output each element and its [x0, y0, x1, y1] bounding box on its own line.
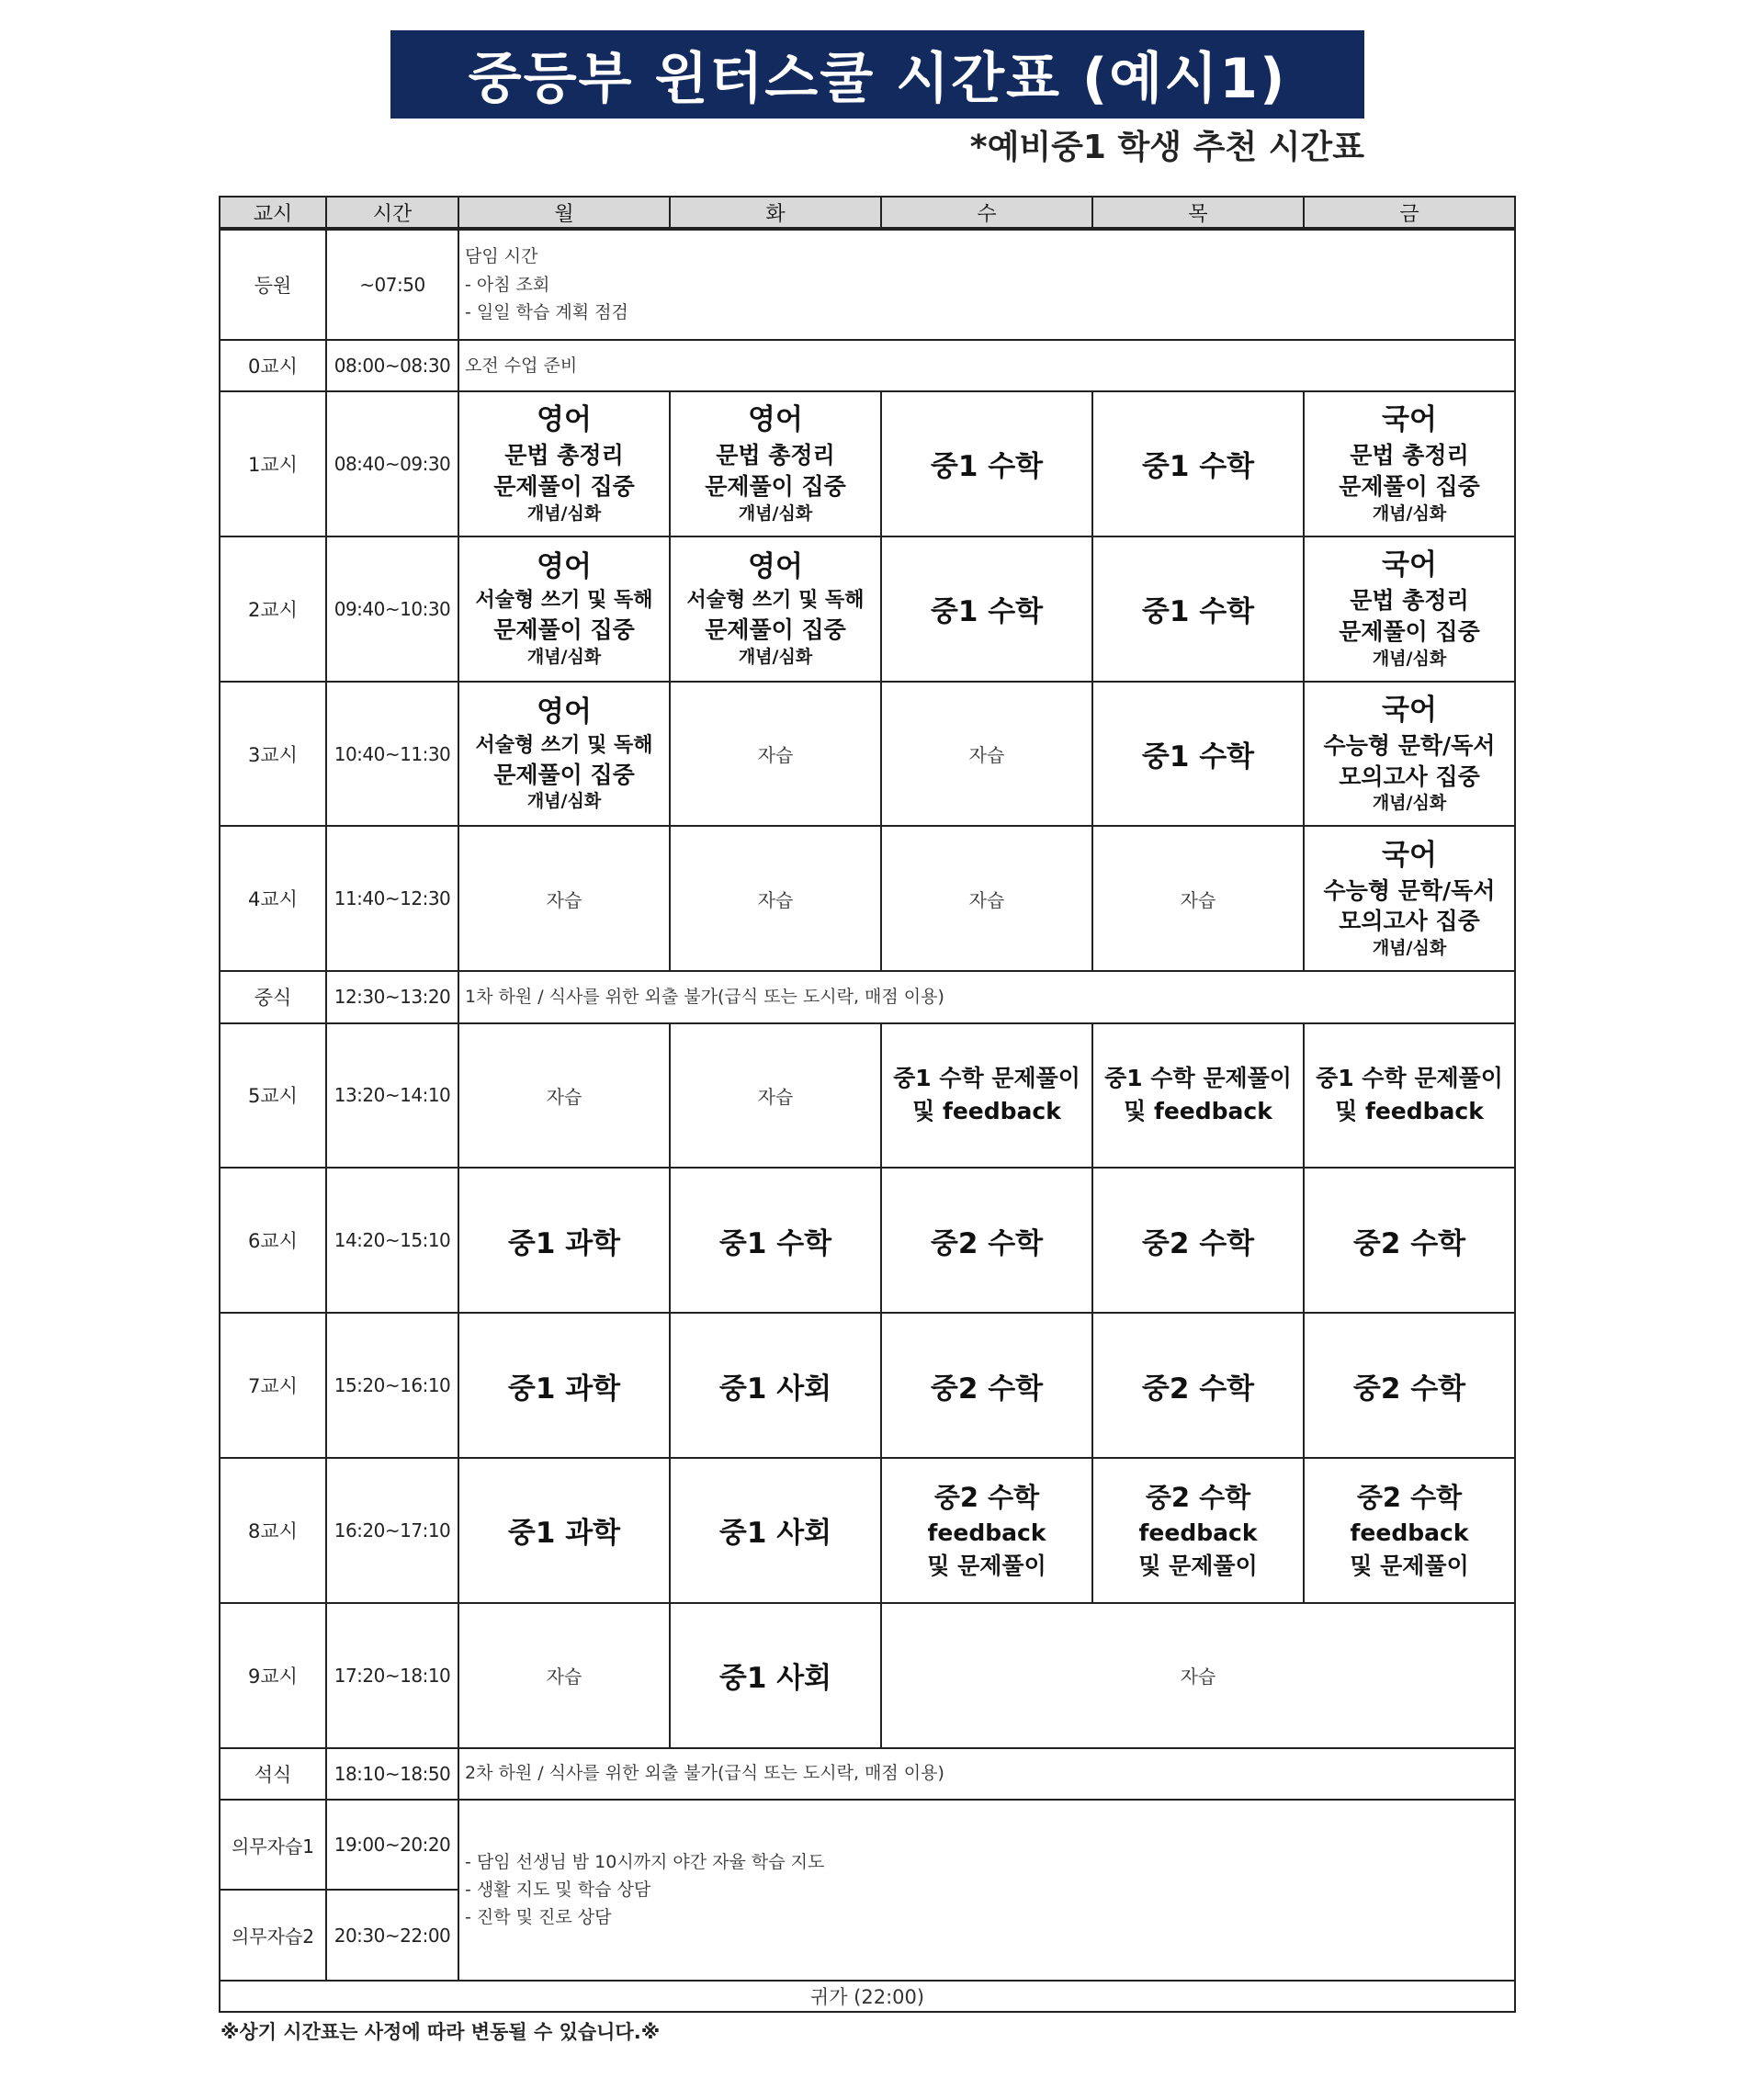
table-row [220, 536, 1515, 682]
timetable [219, 196, 1514, 2013]
subject: 국어 [1382, 548, 1437, 582]
level: 개념/심화 [1372, 938, 1447, 959]
header-mon: 월 [458, 197, 670, 229]
level: 개념/심화 [526, 502, 602, 524]
time-range: 20:30~22:00 [326, 1890, 458, 1980]
table-row [220, 1168, 1515, 1313]
table-row [220, 1023, 1515, 1169]
self-study-cell: 자습 [458, 1603, 670, 1748]
period-label: 7교시 [220, 1313, 326, 1458]
lesson-cell-thu [1092, 1023, 1304, 1169]
period-label: 0교시 [220, 340, 326, 391]
time-range: 19:00~20:20 [326, 1800, 458, 1890]
lesson-cell-wed [881, 1023, 1092, 1169]
period-label: 8교시 [220, 1458, 326, 1603]
period-label: 1교시 [220, 391, 326, 536]
level: 개념/심화 [1372, 648, 1447, 669]
header-time: 시간 [326, 197, 458, 229]
self-study-cell: 자습 [881, 682, 1092, 827]
table-row [220, 682, 1515, 827]
lesson-cell-fri [1304, 682, 1515, 827]
period-label: 5교시 [220, 1023, 326, 1169]
lesson-cell-fri: 중2 수학 [1304, 1168, 1515, 1313]
subject: 중2 수학 [1356, 1481, 1463, 1513]
subject: 영어 [748, 403, 803, 437]
time-range: 16:20~17:10 [326, 1458, 458, 1603]
period-label: 4교시 [220, 826, 326, 971]
detail: 및 feedback [912, 1098, 1061, 1125]
topic: 서술형 쓰기 및 독해 [475, 733, 653, 757]
header-period: 교시 [220, 197, 326, 229]
self-study-cell: 자습 [670, 826, 881, 971]
lesson-cell-tue: 중1 수학 [670, 1168, 881, 1313]
lesson-cell-mon: 중1 과학 [458, 1458, 670, 1603]
topic: 수능형 문학/독서 [1323, 876, 1496, 904]
lesson-cell-wed: 중1 수학 [881, 391, 1092, 536]
level: 개념/심화 [738, 502, 813, 524]
time-range: 15:20~16:10 [326, 1313, 458, 1458]
go-home-row: 귀가 (22:00) [220, 1981, 1515, 2012]
time-range: 17:20~18:10 [326, 1603, 458, 1748]
header-wed: 수 [881, 197, 1092, 229]
lesson-cell-mon: 중1 과학 [458, 1313, 670, 1458]
subject: 중2 수학 [933, 1481, 1040, 1513]
time-range: 09:40~10:30 [326, 536, 458, 682]
table-row [220, 971, 1515, 1022]
period-label: 중식 [220, 971, 326, 1022]
lesson-cell-tue: 중1 사회 [670, 1603, 881, 1748]
lesson-cell-mon [458, 536, 670, 682]
level: 개념/심화 [1372, 793, 1447, 814]
table-row [220, 1313, 1515, 1458]
self-study-cell: 자습 [881, 1603, 1515, 1748]
self-study-cell: 자습 [1092, 826, 1304, 971]
topic: 문법 총정리 [1350, 587, 1469, 615]
table-row [220, 1603, 1515, 1748]
lesson-cell-tue [670, 536, 881, 682]
time-range: 12:30~13:20 [326, 971, 458, 1022]
topic: 수능형 문학/독서 [1323, 731, 1496, 759]
footnote: ※상기 시간표는 사정에 따라 변동될 수 있습니다.※ [220, 2021, 661, 2043]
lunch-note: 1차 하원 / 식사를 위한 외출 불가(급식 또는 도시락, 매점 이용) [458, 971, 1515, 1022]
time-range: 08:00~08:30 [326, 340, 458, 391]
subject: 국어 [1382, 403, 1437, 437]
lesson-cell-wed: 중2 수학 [881, 1168, 1092, 1313]
lesson-cell-fri [1304, 391, 1515, 536]
lesson-cell-wed [881, 1458, 1092, 1603]
note-line: 담임 시간 [465, 246, 538, 267]
page-subtitle: *예비중1 학생 추천 시간표 [969, 129, 1364, 166]
lesson-cell-mon [458, 682, 670, 827]
detail: 및 feedback [1124, 1098, 1272, 1125]
time-range: 11:40~12:30 [326, 826, 458, 971]
table-row [220, 826, 1515, 971]
topic: 서술형 쓰기 및 독해 [686, 589, 865, 613]
lesson-cell-thu: 중2 수학 [1092, 1313, 1304, 1458]
topic: 문법 총정리 [1350, 442, 1469, 469]
lesson-cell-tue [670, 391, 881, 536]
detail: 및 문제풀이 [1138, 1552, 1258, 1579]
detail: feedback [927, 1519, 1046, 1546]
header-row [220, 197, 1515, 229]
topic: 서술형 쓰기 및 독해 [475, 589, 653, 613]
lesson-cell-fri [1304, 1023, 1515, 1169]
self-study-cell: 자습 [670, 1023, 881, 1169]
self-study-cell: 자습 [458, 826, 670, 971]
focus: 모의고사 집중 [1339, 762, 1480, 790]
table-row [220, 229, 1515, 340]
note-line: - 일일 학습 계획 점검 [465, 302, 628, 323]
lesson-cell-tue: 중1 사회 [670, 1458, 881, 1603]
subject: 중1 수학 문제풀이 [1316, 1065, 1503, 1092]
lesson-cell-fri [1304, 826, 1515, 971]
self-study-cell: 자습 [458, 1023, 670, 1169]
lesson-cell-thu: 중1 수학 [1092, 682, 1304, 827]
subject: 국어 [1382, 838, 1437, 872]
lesson-cell-thu [1092, 1458, 1304, 1603]
period-label: 3교시 [220, 682, 326, 827]
subject: 영어 [537, 695, 592, 729]
lesson-cell-thu: 중2 수학 [1092, 1168, 1304, 1313]
subject: 중1 수학 문제풀이 [893, 1065, 1080, 1092]
detail: feedback [1138, 1519, 1258, 1546]
focus: 문제풀이 집중 [1339, 617, 1480, 645]
self-study-cell: 자습 [670, 682, 881, 827]
detail: 및 문제풀이 [1350, 1552, 1469, 1579]
note-line: - 담임 선생님 밤 10시까지 야간 자율 학습 지도 [465, 1851, 825, 1872]
table-row [220, 340, 1515, 391]
period-label: 석식 [220, 1748, 326, 1800]
time-range: 13:20~14:10 [326, 1023, 458, 1169]
detail: 및 문제풀이 [927, 1552, 1046, 1579]
level: 개념/심화 [526, 791, 602, 812]
table-row [220, 1981, 1515, 2012]
lesson-cell-thu: 중1 수학 [1092, 391, 1304, 536]
subject: 영어 [537, 550, 592, 584]
topic: 문법 총정리 [504, 442, 624, 469]
subject: 국어 [1382, 694, 1437, 728]
level: 개념/심화 [738, 646, 813, 667]
lesson-cell-fri [1304, 536, 1515, 682]
period-label: 6교시 [220, 1168, 326, 1313]
detail: feedback [1350, 1519, 1469, 1546]
table-row [220, 1800, 1515, 1890]
lesson-cell-thu: 중1 수학 [1092, 536, 1304, 682]
focus: 문제풀이 집중 [1339, 473, 1480, 501]
table-row [220, 1748, 1515, 1800]
time-range: 08:40~09:30 [326, 391, 458, 536]
lesson-cell-wed: 중2 수학 [881, 1313, 1092, 1458]
period-label: 의무자습1 [220, 1800, 326, 1890]
period-label: 의무자습2 [220, 1890, 326, 1980]
note-line: - 아침 조회 [465, 274, 550, 295]
lesson-cell-wed: 중1 수학 [881, 536, 1092, 682]
lesson-cell-fri [1304, 1458, 1515, 1603]
period-label: 9교시 [220, 1603, 326, 1748]
focus: 문제풀이 집중 [493, 615, 635, 643]
time-range: 18:10~18:50 [326, 1748, 458, 1800]
time-range: 14:20~15:10 [326, 1168, 458, 1313]
subject: 영어 [537, 403, 592, 437]
subject: 중2 수학 [1145, 1481, 1251, 1513]
note-line: - 진학 및 진로 상담 [465, 1907, 612, 1928]
table-row [220, 391, 1515, 536]
focus: 모의고사 집중 [1339, 908, 1480, 935]
topic: 문법 총정리 [716, 442, 835, 469]
self-study-cell: 자습 [881, 826, 1092, 971]
header-thu: 목 [1092, 197, 1304, 229]
lesson-cell-mon [458, 391, 670, 536]
dinner-note: 2차 하원 / 식사를 위한 외출 불가(급식 또는 도시락, 매점 이용) [458, 1748, 1515, 1800]
table-row [220, 1458, 1515, 1603]
focus: 문제풀이 집중 [493, 473, 635, 501]
page-title: 중등부 윈터스쿨 시간표 (예시1) [390, 30, 1364, 119]
focus: 문제풀이 집중 [705, 473, 846, 501]
detail: 및 feedback [1335, 1098, 1484, 1125]
header-fri: 금 [1304, 197, 1515, 229]
time-range: 10:40~11:30 [326, 682, 458, 827]
level: 개념/심화 [526, 646, 602, 667]
focus: 문제풀이 집중 [493, 761, 635, 788]
period-label: 등원 [220, 229, 326, 340]
homeroom-note [458, 229, 1515, 340]
time-range: ~07:50 [326, 229, 458, 340]
lesson-cell-fri: 중2 수학 [1304, 1313, 1515, 1458]
period-label: 2교시 [220, 536, 326, 682]
night-study-note [458, 1800, 1515, 1981]
header-tue: 화 [670, 197, 881, 229]
lesson-cell-tue: 중1 사회 [670, 1313, 881, 1458]
subject: 영어 [748, 550, 803, 584]
morning-prep-note: 오전 수업 준비 [458, 340, 1515, 391]
level: 개념/심화 [1372, 502, 1447, 524]
lesson-cell-mon: 중1 과학 [458, 1168, 670, 1313]
subject: 중1 수학 문제풀이 [1104, 1065, 1292, 1092]
focus: 문제풀이 집중 [705, 615, 846, 643]
note-line: - 생활 지도 및 학습 상담 [465, 1880, 651, 1901]
